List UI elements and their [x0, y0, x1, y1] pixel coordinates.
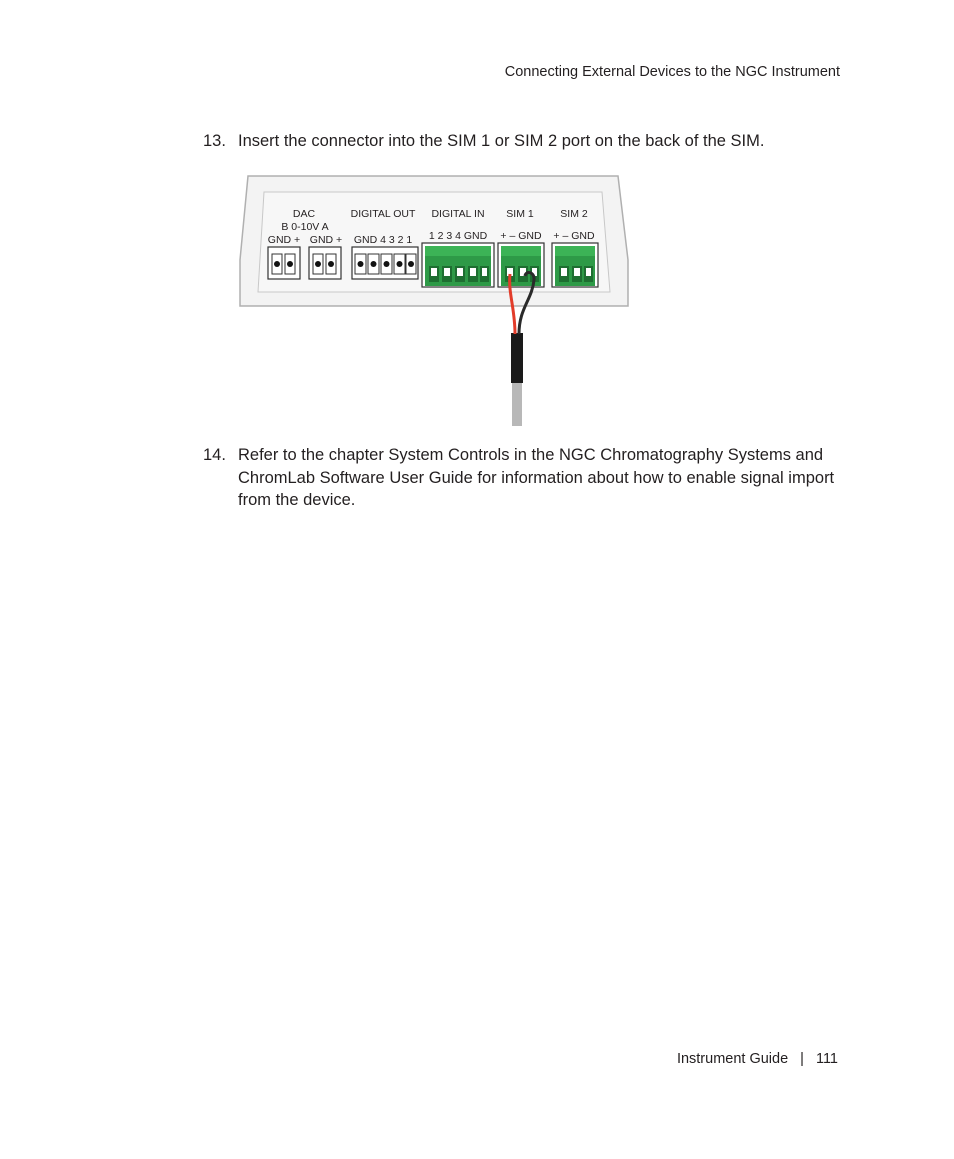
step-14	[203, 444, 843, 512]
label-sim2-pins: + – GND	[553, 230, 595, 242]
label-dac-pins-a: GND +	[309, 234, 343, 246]
dac-a-port	[309, 247, 341, 279]
digital-out-port	[352, 247, 418, 279]
guide-name: Instrument Guide	[676, 1051, 789, 1067]
label-sim1-pins: + – GND	[500, 230, 542, 242]
page-footer	[677, 1051, 838, 1067]
label-sim2: SIM 2	[560, 208, 588, 220]
sim1-connector	[498, 243, 544, 287]
label-digital-out-pins: GND 4 3 2 1	[353, 234, 413, 246]
label-digital-in-pins: 1 2 3 4 GND	[428, 230, 488, 242]
label-dac-pins-b: GND +	[267, 234, 301, 246]
digital-in-connector	[422, 243, 494, 287]
step-number: 13.	[203, 132, 226, 150]
label-sim1: SIM 1	[506, 208, 534, 220]
page-number: 111	[815, 1051, 838, 1067]
step-text: Refer to the chapter System Controls in the NGC Chromatography Systems and ChromLab Software User Guide for information about how to enable signal import from the device.	[238, 446, 835, 509]
label-digital-out: DIGITAL OUT	[350, 208, 416, 220]
step-text: Insert the connector into the SIM 1 or SIM 2 port on the back of the SIM.	[238, 132, 765, 150]
running-header: Connecting External Devices to the NGC Instrument	[504, 64, 840, 80]
footer-separator: |	[800, 1051, 804, 1067]
sim2-connector	[552, 243, 598, 287]
dac-b-port	[268, 247, 300, 279]
label-digital-in: DIGITAL IN	[431, 208, 485, 220]
label-dac-range: B 0-10V A	[281, 221, 329, 233]
step-number: 14.	[203, 446, 226, 464]
step-13	[203, 130, 843, 153]
sim-connector-figure	[236, 168, 630, 426]
label-dac: DAC	[292, 208, 316, 220]
